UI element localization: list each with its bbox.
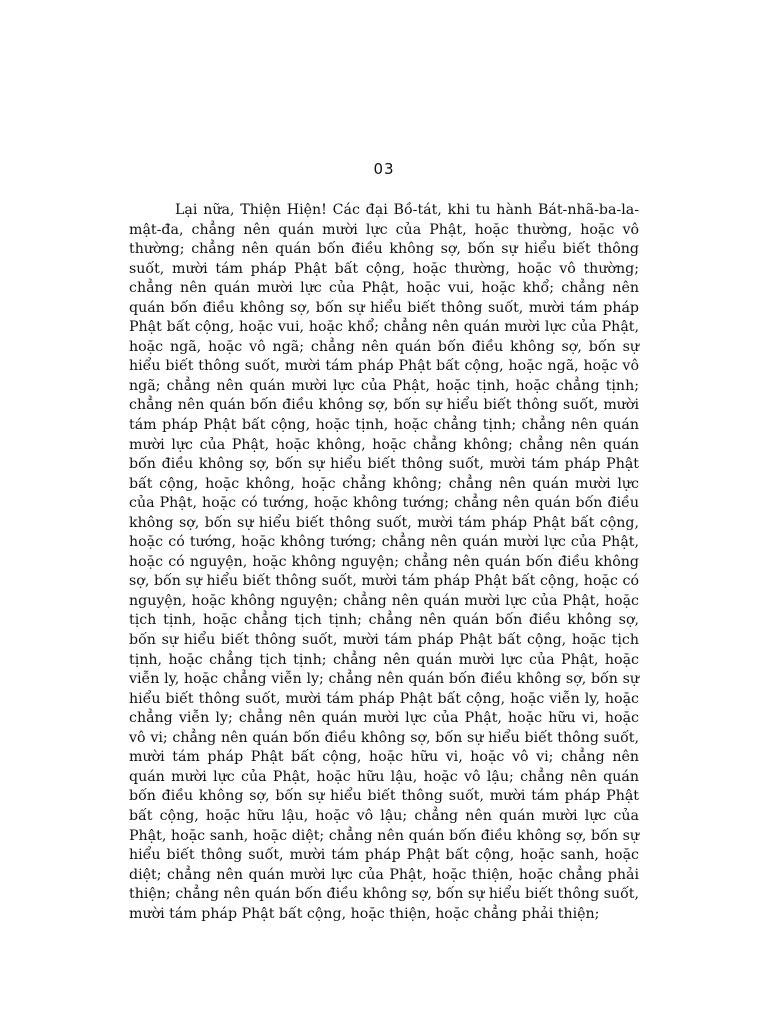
body-paragraph: Lại nữa, Thiện Hiện! Các đại Bồ-tát, khi tu hành Bát-nhã-ba-la-mật-đa, chẳng nên quán mười lực của Phật, hoặc thường, hoặc vô thường; chẳng nên quán bốn điều không sợ, bốn sự hiểu biết thông suốt, mười tám pháp Phật bất cộng, hoặc thường, hoặc vô thường; chẳng nên quán mười lực của Phật, hoặc vui, hoặc khổ; chẳng nên quán bốn điều không sợ, bốn sự hiểu biết thông suốt, mười tám pháp Phật bất cộng, hoặc vui, hoặc khổ; chẳng nên quán mười lực của Phật, hoặc ngã, hoặc vô ngã; chẳng nên quán bốn điều không sợ, bốn sự hiểu biết thông suốt, mười tám pháp Phật bất cộng, hoặc ngã, hoặc vô ngã; chẳng nên quán mười lực của Phật, hoặc tịnh, hoặc chẳng tịnh; chẳng nên quán bốn điều không sợ, bốn sự hiểu biết thông suốt, mười tám pháp Phật bất cộng, hoặc tịnh, hoặc chẳng tịnh; chẳng nên quán mười lực của Phật, hoặc không, hoặc chẳng không; chẳng nên quán bốn điều không sợ, bốn sự hiểu biết thông suốt, mười tám pháp Phật bất cộng, hoặc không, hoặc chẳng không; chẳng nên quán mười lực của Phật, hoặc có tướng, hoặc không tướng; chẳng nên quán bốn điều không sợ, bốn sự hiểu biết thông suốt, mười tám pháp Phật bất cộng, hoặc có tướng, hoặc không tướng; chẳng nên quán mười lực của Phật, hoặc có nguyện, hoặc không nguyện; chẳng nên quán bốn điều không sợ, bốn sự hiểu biết thông suốt, mười tám pháp Phật bất cộng, hoặc có nguyện, hoặc không nguyện; chẳng nên quán mười lực của Phật, hoặc tịch tịnh, hoặc chẳng tịch tịnh; chẳng nên quán bốn điều không sợ, bốn sự hiểu biết thông suốt, mười tám pháp Phật bất cộng, hoặc tịch tịnh, hoặc chẳng tịch tịnh; chẳng nên quán mười lực của Phật, hoặc viễn ly, hoặc chẳng viễn ly; chẳng nên quán bốn điều không sợ, bốn sự hiểu biết thông suốt, mười tám pháp Phật bất cộng, hoặc viễn ly, hoặc chẳng viễn ly; chẳng nên quán mười lực của Phật, hoặc hữu vi, hoặc vô vi; chẳng nên quán bốn điều không sợ, bốn sự hiểu biết thông suốt, mười tám pháp Phật bất cộng, hoặc hữu vi, hoặc vô vi; chẳng nên quán mười lực của Phật, hoặc hữu lậu, hoặc vô lậu; chẳng nên quán bốn điều không sợ, bốn sự hiểu biết thông suốt, mười tám pháp Phật bất cộng, hoặc hữu lậu, hoặc vô lậu; chẳng nên quán mười lực của Phật, hoặc sanh, hoặc diệt; chẳng nên quán bốn điều không sợ, bốn sự hiểu biết thông suốt, mười tám pháp Phật bất cộng, hoặc sanh, hoặc diệt; chẳng nên quán mười lực của Phật, hoặc thiện, hoặc chẳng phải thiện; chẳng nên quán bốn điều không sợ, bốn sự hiểu biết thông suốt, mười tám pháp Phật bất cộng, hoặc thiện, hoặc chẳng phải thiện; [129,202,639,922]
page-number: 03 [373,160,395,178]
